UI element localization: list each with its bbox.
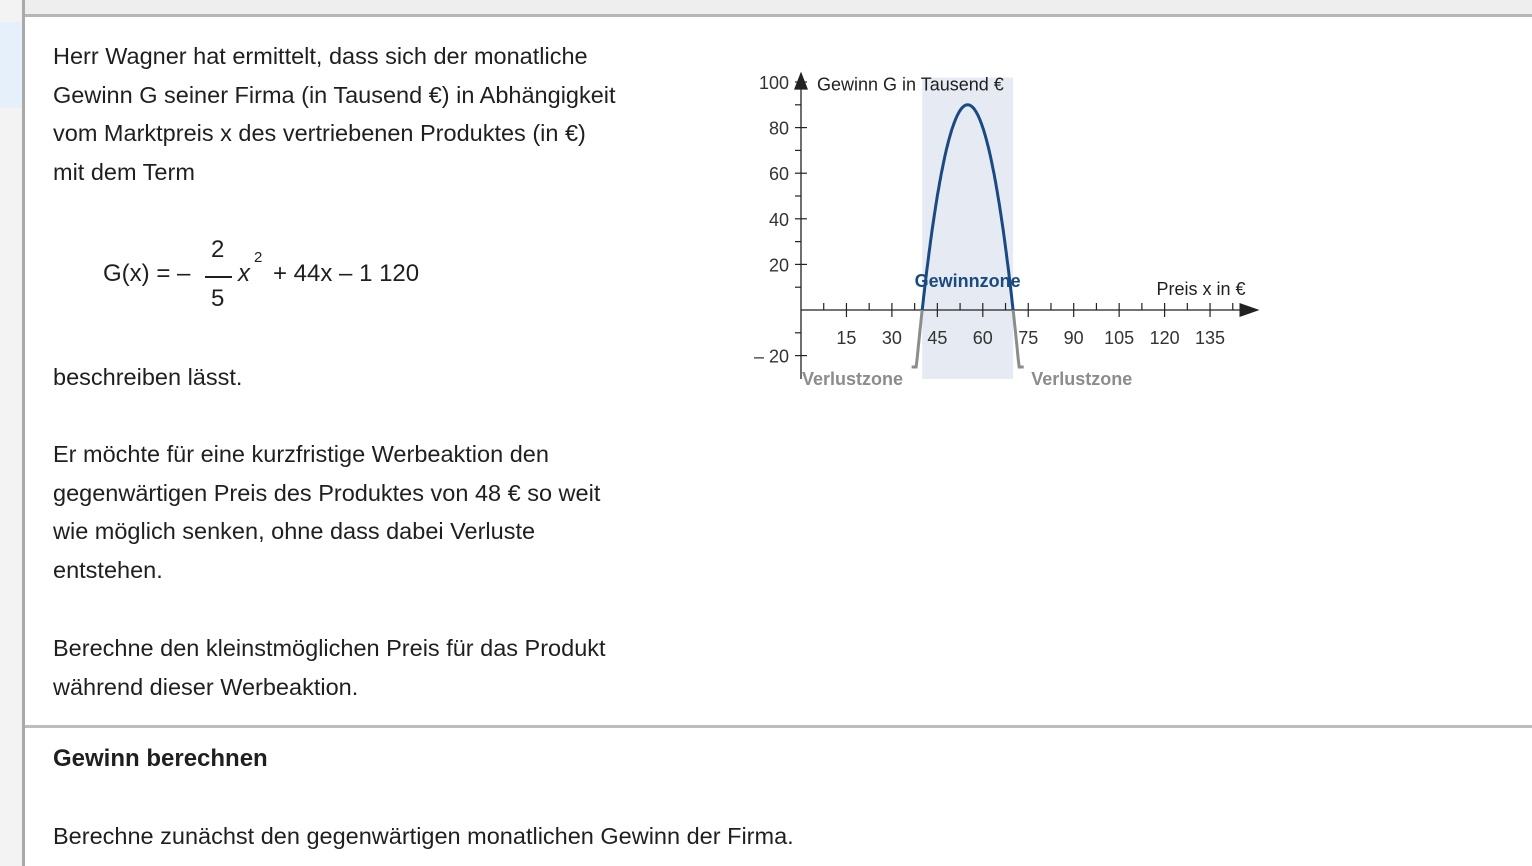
x-axis-arrow	[1240, 303, 1260, 317]
formula-rest: + 44x – 1 120	[273, 260, 420, 287]
scenario-line: entstehen.	[53, 556, 163, 583]
task-scenario	[53, 435, 733, 589]
y-tick-label: 40	[768, 209, 789, 230]
x-tick-label: 15	[836, 328, 857, 348]
fraction-bar	[205, 276, 232, 278]
y-tick-label: 60	[768, 164, 789, 185]
x-axis-title: Preis x in €	[1156, 279, 1246, 299]
scenario-line: wie möglich senken, ohne dass dabei Verluste	[53, 518, 536, 545]
y-tick-label: 80	[768, 118, 789, 139]
intro-line: Herr Wagner hat ermittelt, dass sich der monatliche	[53, 43, 588, 69]
formula-numerator: 2	[211, 236, 225, 263]
left-navigation-rail	[0, 0, 22, 866]
section-instruction: Berechne zunächst den gegenwärtigen monatlichen Gewinn der Firma.	[53, 823, 794, 849]
loss-zone-label-right: Verlustzone	[1031, 369, 1133, 389]
x-tick-label: 105	[1104, 328, 1135, 348]
y-axis-title: Gewinn G in Tausend €	[817, 74, 1004, 95]
x-tick-label: 90	[1063, 328, 1084, 348]
scenario-line: Er möchte für eine kurzfristige Werbeaktion den	[53, 441, 549, 467]
task-intro	[53, 37, 733, 191]
left-border	[22, 0, 25, 866]
loss-curve-left	[912, 310, 923, 367]
y-tick-label: – 20	[753, 346, 789, 367]
task-question	[53, 629, 733, 706]
profit-zone-label: Gewinnzone	[914, 271, 1021, 291]
formula-denominator: 5	[211, 285, 225, 312]
profit-chart	[735, 30, 1275, 405]
intro-line: Gewinn G seiner Firma (in Tausend €) in Abhängigkeit	[53, 81, 616, 108]
intro-line: vom Marktpreis x des vertriebenen Produktes (in €)	[53, 120, 586, 147]
formula-lhs: G(x) = –	[103, 260, 191, 287]
x-tick-label: 60	[972, 328, 993, 348]
left-rail-active-item[interactable]	[0, 22, 22, 108]
y-axis-arrow	[794, 72, 808, 90]
section-heading: Gewinn berechnen	[53, 745, 268, 772]
top-strip	[0, 0, 1532, 17]
formula-exponent: 2	[254, 249, 263, 266]
x-tick-label: 30	[881, 328, 902, 348]
question-line: Berechne den kleinstmöglichen Preis für das Produkt	[53, 635, 606, 661]
section-divider	[25, 725, 1532, 728]
x-tick-label: 75	[1018, 328, 1039, 348]
x-tick-label: 45	[927, 328, 948, 348]
question-line: während dieser Werbeaktion.	[53, 673, 359, 700]
scenario-line: gegenwärtigen Preis des Produktes von 48 € so weit	[53, 479, 601, 506]
formula-variable: x	[238, 260, 250, 287]
x-tick-label: 120	[1149, 328, 1180, 348]
intro-line: mit dem Term	[53, 158, 195, 185]
x-tick-label: 135	[1195, 328, 1226, 348]
y-tick-label: 100	[758, 73, 789, 93]
y-tick-label: 20	[768, 255, 789, 276]
loss-zone-label-left: Verlustzone	[802, 369, 904, 389]
after-formula-text: beschreiben lässt.	[53, 364, 243, 390]
